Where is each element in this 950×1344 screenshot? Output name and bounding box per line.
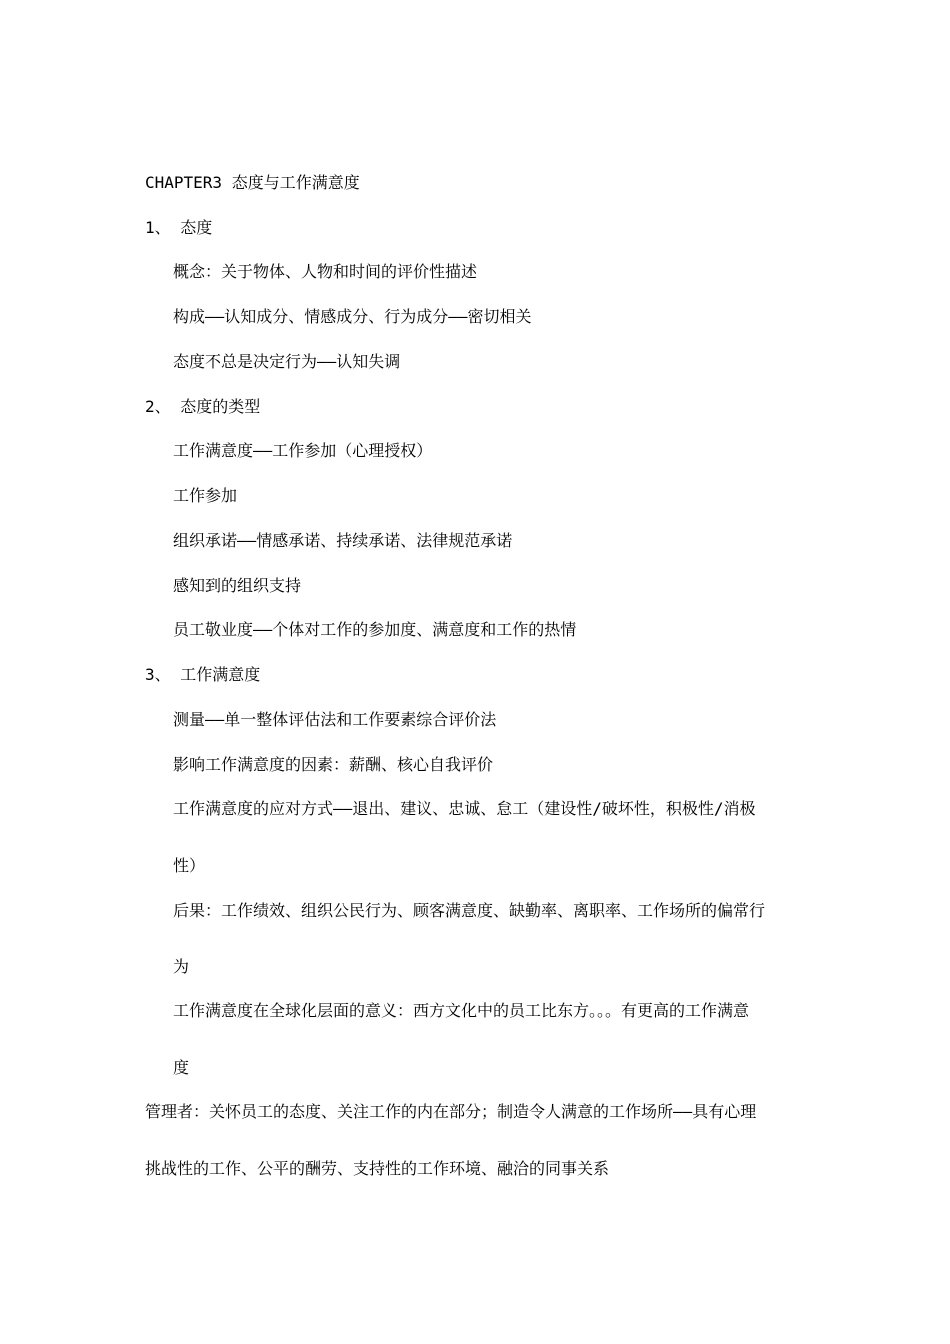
list-item: 感知到的组织支持	[173, 576, 302, 595]
chapter-title: CHAPTER3 态度与工作满意度	[145, 173, 360, 192]
list-item: 工作满意度——工作参加（心理授权）	[173, 441, 433, 460]
list-item: 测量——单一整体评估法和工作要素综合评价法	[173, 710, 497, 729]
list-item-continuation: 度	[173, 1058, 190, 1077]
list-item: 影响工作满意度的因素：薪酬、核心自我评价	[173, 755, 494, 774]
list-item: 员工敬业度——个体对工作的参加度、满意度和工作的热情	[173, 620, 577, 639]
list-item-continuation: 为	[173, 957, 190, 976]
list-item: 态度不总是决定行为——认知失调	[173, 352, 401, 371]
section-heading-attitude-types: 2、 态度的类型	[145, 397, 261, 416]
list-item: 后果：工作绩效、组织公民行为、顾客满意度、缺勤率、离职率、工作场所的偏常行	[173, 901, 766, 920]
list-item-continuation: 性）	[173, 856, 206, 875]
manager-paragraph-line2: 挑战性的工作、公平的酬劳、支持性的工作环境、融洽的同事关系	[145, 1159, 610, 1178]
list-item: 工作满意度在全球化层面的意义：西方文化中的员工比东方。。。有更高的工作满意	[173, 1001, 750, 1020]
list-item: 组织承诺——情感承诺、持续承诺、法律规范承诺	[173, 531, 513, 550]
section-heading-attitude: 1、 态度	[145, 218, 213, 237]
section-heading-job-satisfaction: 3、 工作满意度	[145, 665, 261, 684]
list-item: 工作参加	[173, 486, 238, 505]
manager-paragraph-line1: 管理者：关怀员工的态度、关注工作的内在部分；制造令人满意的工作场所——具有心理	[145, 1102, 757, 1121]
list-item: 构成——认知成分、情感成分、行为成分——密切相关	[173, 307, 532, 326]
list-item: 工作满意度的应对方式——退出、建议、忠诚、怠工（建设性/破坏性，积极性/消极	[173, 799, 756, 818]
list-item: 概念：关于物体、人物和时间的评价性描述	[173, 262, 478, 281]
